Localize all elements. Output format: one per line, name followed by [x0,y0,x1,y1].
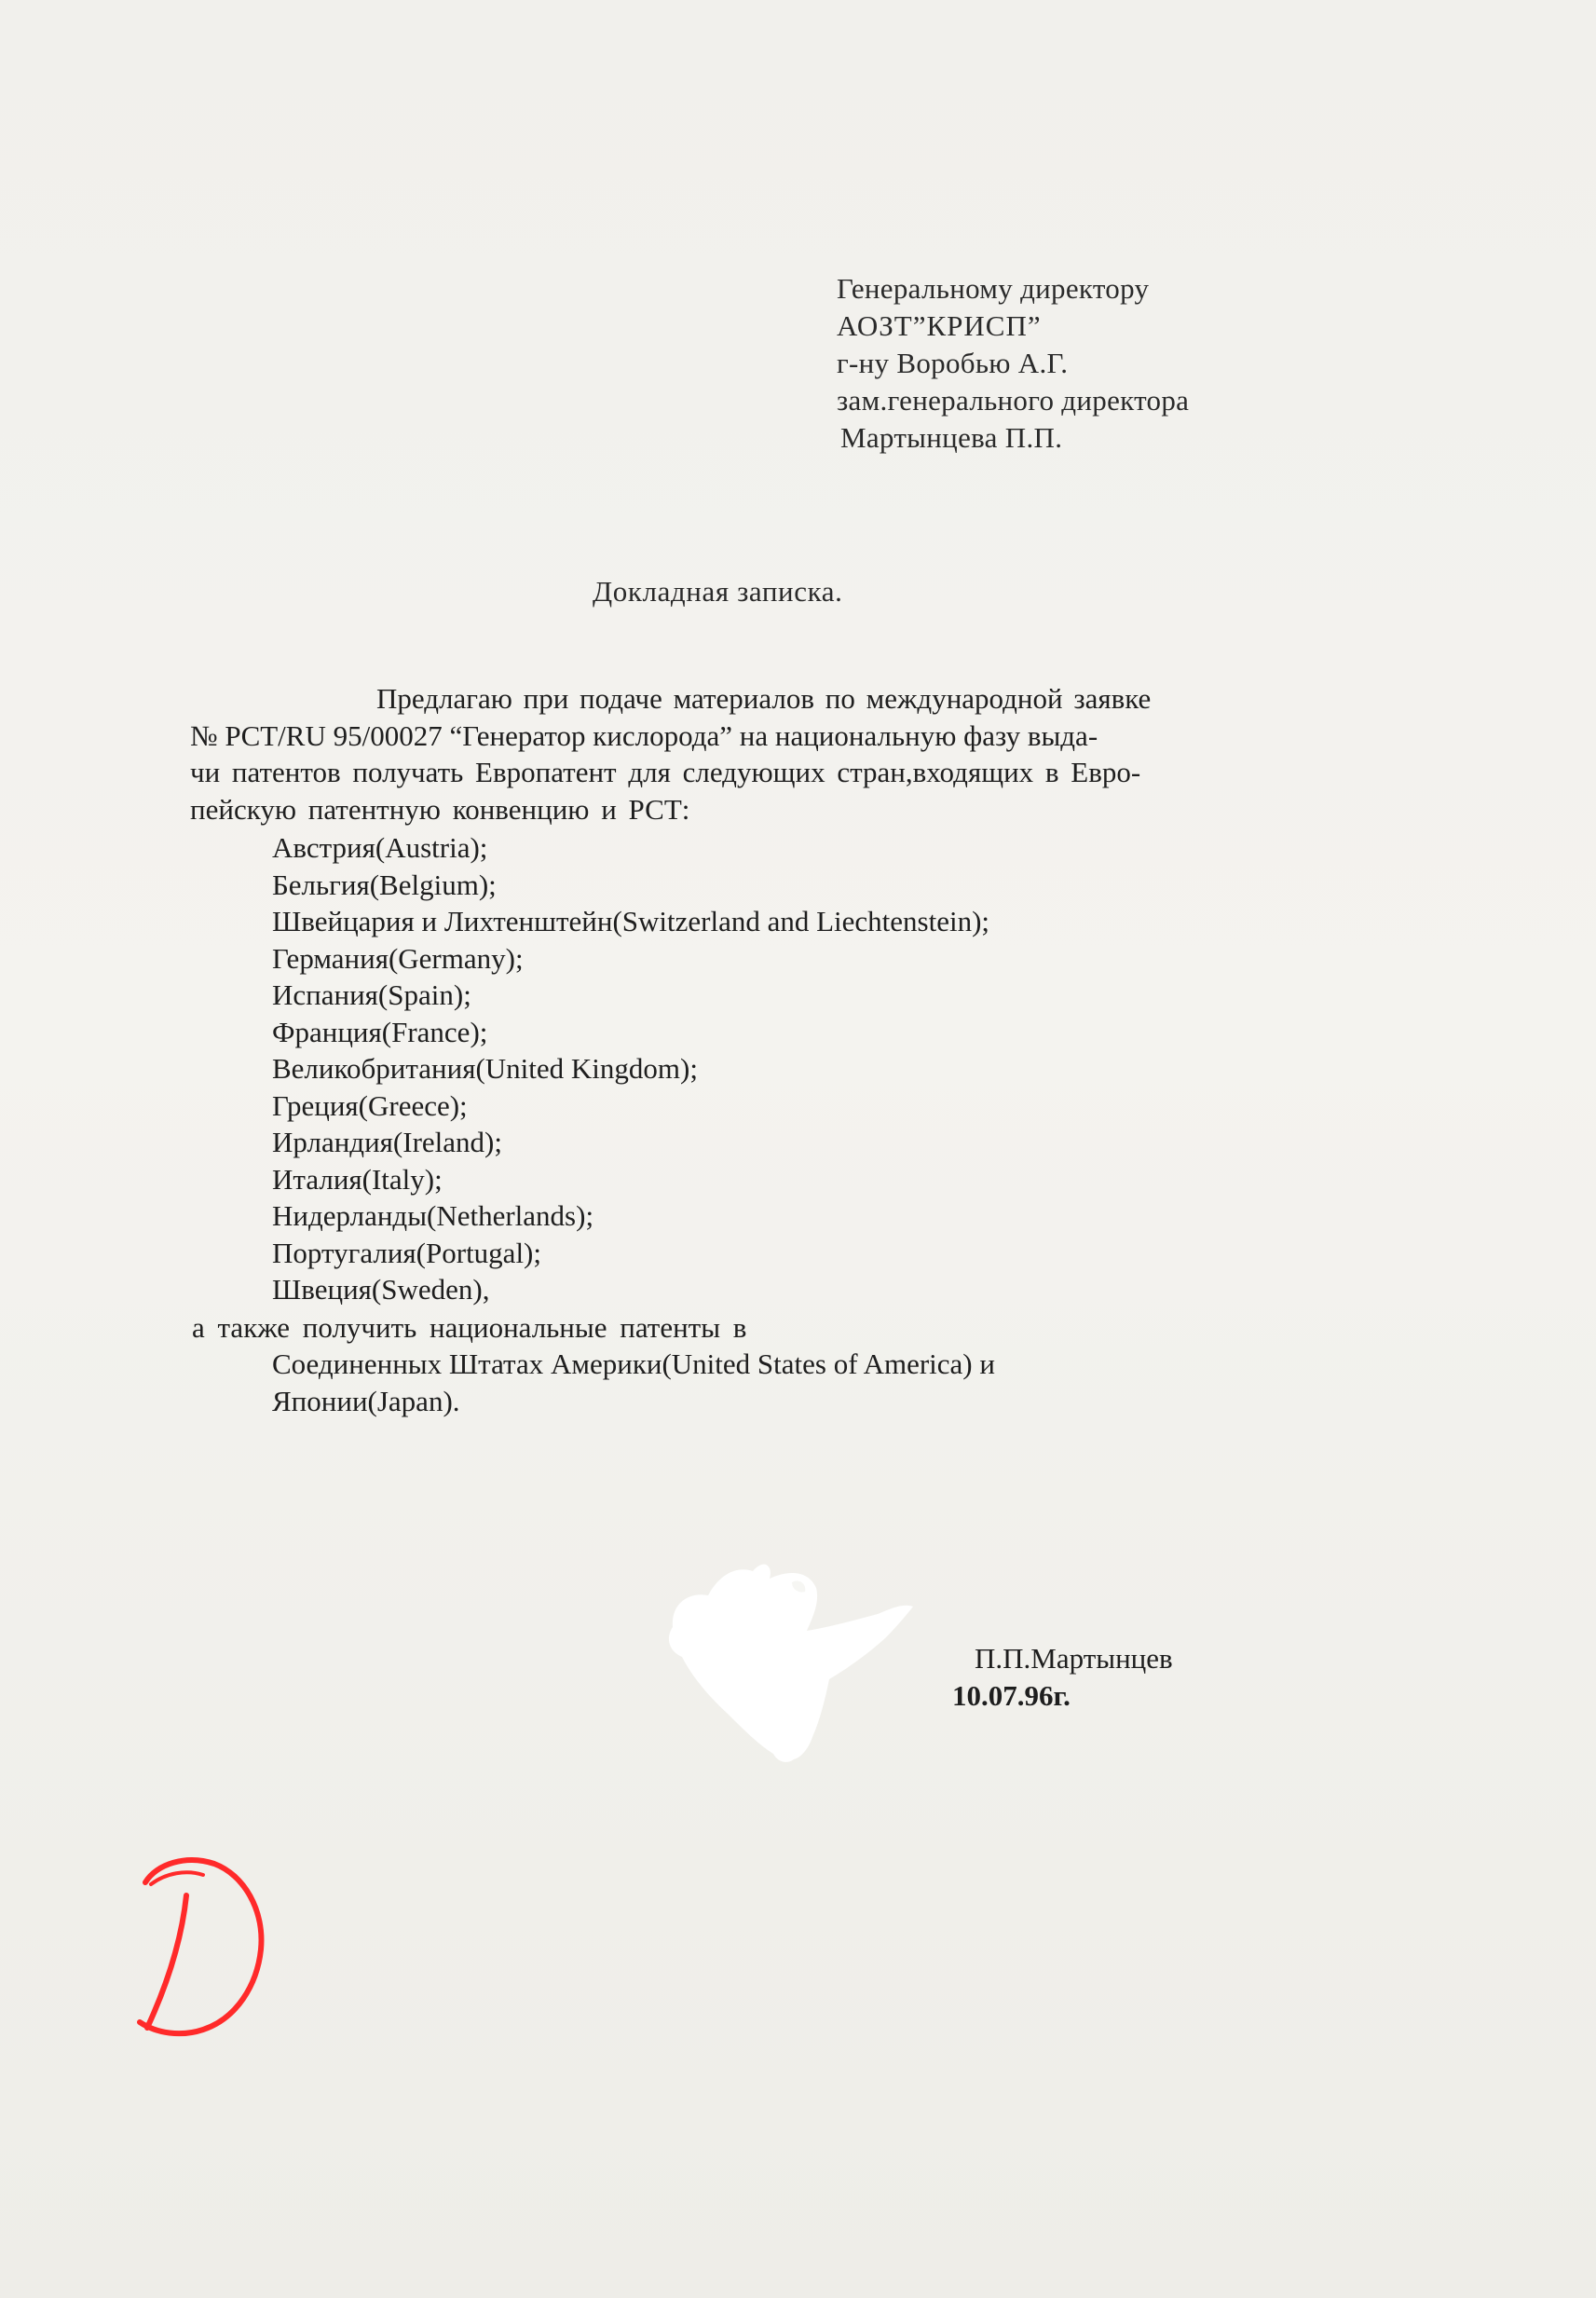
addressee-line-4: зам.генерального директора [837,384,1190,417]
document-title: Докладная записка. [593,575,843,608]
list-item: Германия(Germany); [272,941,524,975]
addressee-line-1: Генеральному директору [837,272,1150,305]
list-item: Бельгия(Belgium); [272,868,497,901]
closing-block [272,1346,995,1419]
closing-line-3: Японии(Japan). [272,1384,460,1417]
addressee-line-2: АОЗТ”КРИСП” [837,309,1042,342]
redacted-signature-blot [634,1538,950,1780]
handwritten-d-stroke-inner [151,1872,203,1884]
redaction-shape [669,1565,913,1762]
handwritten-d-stroke [140,1860,261,2033]
addressee-line-5: Мартынцева П.П. [840,421,1063,454]
list-item: Италия(Italy); [272,1162,443,1196]
closing-line-1: а также получить национальные патенты в [192,1311,747,1344]
list-item: Португалия(Portugal); [272,1236,541,1269]
list-item: Испания(Spain); [272,978,471,1011]
list-item: Нидерланды(Netherlands); [272,1199,594,1232]
list-item: Австрия(Austria); [272,831,488,864]
list-item: Ирландия(Ireland); [272,1126,502,1158]
body-line-3: чи патентов получать Европатент для следующих стран,входящих в Евро- [190,756,1141,788]
body-paragraph [190,680,1355,828]
list-item: Франция(France); [272,1015,488,1048]
country-list [272,829,989,1308]
body-line-4: пейскую патентную конвенцию и РСТ: [190,792,690,826]
signature-date: 10.07.96г. [952,1679,1071,1712]
list-item: Швеция(Sweden), [272,1273,490,1306]
handwritten-d-mark [129,1845,278,2050]
signature-name: П.П.Мартынцев [975,1642,1173,1675]
list-item: Великобритания(United Kingdom); [272,1052,698,1085]
addressee-line-3: г-ну Воробью А.Г. [837,347,1069,379]
addressee-block [837,270,1189,457]
list-item: Швейцария и Лихтенштейн(Switzerland and Liechtenstein); [272,905,990,937]
body-line-2: № PCT/RU 95/00027 “Генератор кислорода” на национальную фазу выда- [190,718,1098,752]
list-item: Греция(Greece); [272,1088,468,1122]
closing-line-2: Соединенных Штатах Америки(United States of America) и [272,1347,995,1380]
body-line-1: Предлагаю при подаче материалов по международной заявке [376,682,1152,715]
